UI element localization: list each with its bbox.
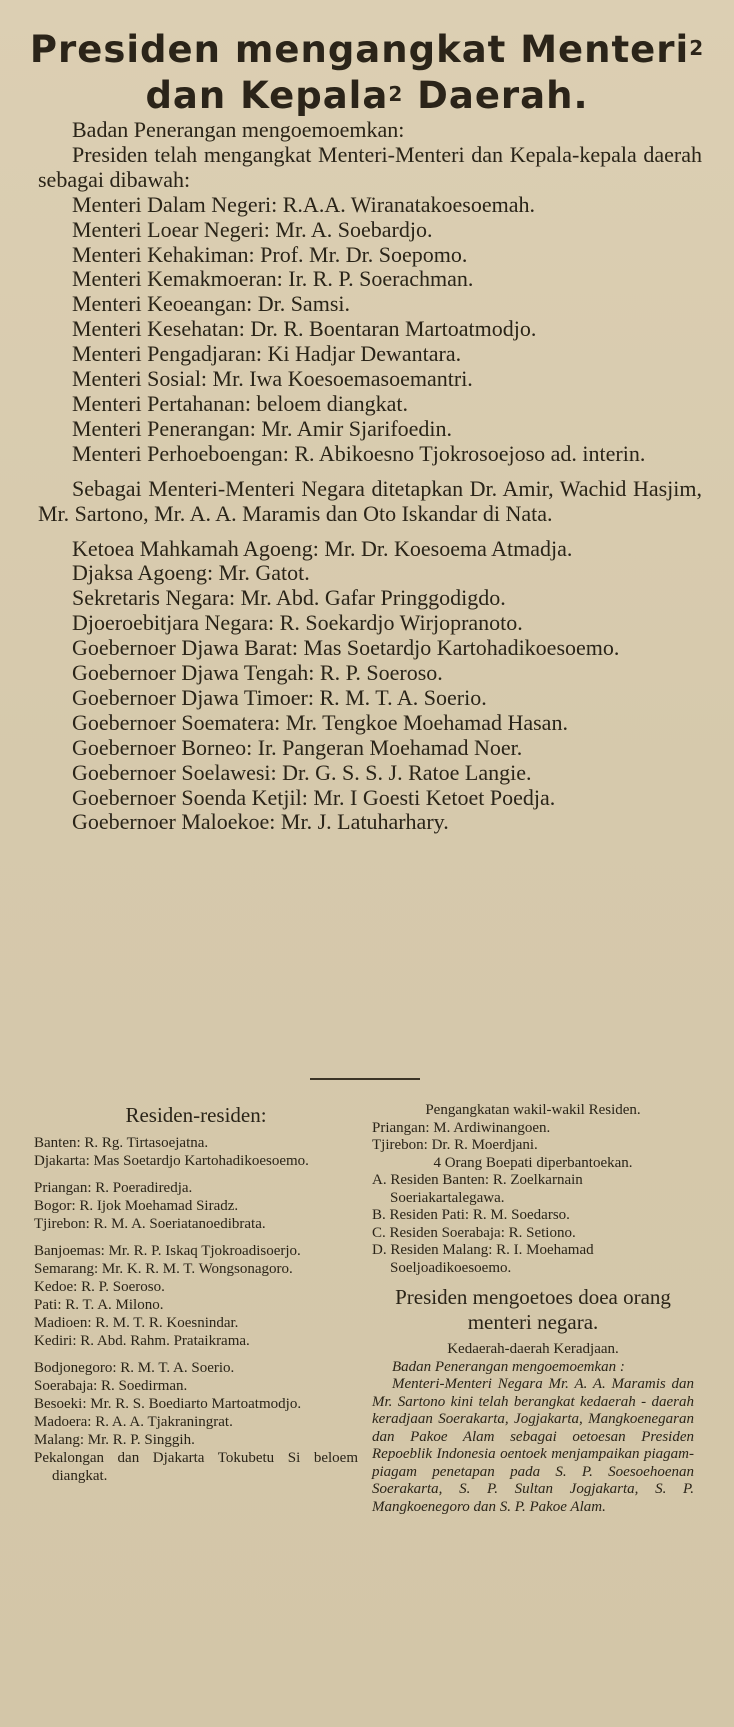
resident-entry: Kediri: R. Abd. Rahm. Prataikrama. — [34, 1333, 250, 1349]
minister-entry: Menteri Loear Negeri: Mr. A. Soebardjo. — [72, 216, 433, 242]
official-entry: Djaksa Agoeng: Mr. Gatot. — [72, 560, 310, 586]
spacer — [38, 527, 702, 537]
minister-entry: Menteri Sosial: Mr. Iwa Koesoemasoemantri. — [72, 366, 473, 392]
resident-entry: Semarang: Mr. K. R. M. T. Wongsonagoro. — [34, 1261, 293, 1277]
headline-text-1: Presiden mengangkat Menteri — [29, 28, 690, 71]
spacer — [34, 1350, 358, 1359]
regent-entry: A. Residen Banten: R. Zoelkarnain Soeriakartalegawa. — [372, 1172, 583, 1206]
minister-entry: Menteri Pertahanan: beloem diangkat. — [72, 390, 408, 416]
governor-entry: Goebernoer Soenda Ketjil: Mr. I Goesti Ketoet Poedja. — [72, 784, 556, 810]
minister-entry: Menteri Kemakmoeran: Ir. R. P. Soerachman. — [72, 266, 474, 292]
minister-entry: Menteri Kehakiman: Prof. Mr. Dr. Soepomo. — [72, 241, 468, 267]
minister-entry: Menteri Pengadjaran: Ki Hadjar Dewantara. — [72, 341, 462, 367]
resident-entry: Djakarta: Mas Soetardjo Kartohadikoesoemo. — [34, 1153, 309, 1169]
deputies-column — [372, 1102, 694, 1516]
headline-text-2a: dan Kepala — [145, 74, 389, 117]
minister-entry: Menteri Perhoeboengan: R. Abikoesno Tjokrosoejoso ad. interin. — [72, 440, 646, 466]
article-paragraph: Sebagai Menteri-Menteri Negara ditetapkan Dr. Amir, Wachid Hasjim, Mr. Sartono, Mr. A. A. Maramis dan Oto Iskandar di Nata. — [38, 475, 702, 526]
resident-entry: Madoera: R. A. A. Tjakraningrat. — [34, 1414, 233, 1430]
deputies-heading: Pengangkatan wakil-wakil Residen. — [425, 1102, 641, 1118]
regents-heading: 4 Orang Boepati diperbantoekan. — [433, 1154, 633, 1171]
resident-entry: Malang: Mr. R. P. Singgih. — [34, 1432, 195, 1448]
resident-entry: Kedoe: R. P. Soeroso. — [34, 1279, 165, 1295]
resident-entry: Tjirebon: R. M. A. Soeriatanoedibrata. — [34, 1216, 266, 1232]
governor-entry: Goebernoer Soelawesi: Dr. G. S. S. J. Ratoe Langie. — [72, 759, 532, 785]
headline-text-2b: Daerah. — [403, 74, 589, 117]
second-article-body: Menteri-Menteri Negara Mr. A. A. Maramis dan Mr. Sartono kini telah berangkat kedaerah - daerah keradjaan Soerakarta, Jogjakarta, Mangkoenegaran dan Pakoe Alam sebagai oetoesan Presiden Repoeblik Indonesia oentoek menjampaikan piagam-piagam penetapan pada S. P. Soesoehoenan Soerakarta, S. P. Sultan Jogjakarta, S. P. Mangkoenegoro dan S. P. Pakoe Alam. — [372, 1376, 694, 1515]
section-divider — [310, 1078, 420, 1080]
governor-entry: Goebernoer Maloekoe: Mr. J. Latuharhary. — [72, 809, 449, 835]
resident-entry: Madioen: R. M. T. R. Koesnindar. — [34, 1315, 239, 1331]
deputy-entry: Priangan: M. Ardiwinangoen. — [372, 1119, 551, 1136]
governor-entry: Goebernoer Djawa Barat: Mas Soetardjo Kartohadikoesoemo. — [72, 635, 620, 661]
official-entry: Djoeroebitjara Negara: R. Soekardjo Wirjopranoto. — [72, 610, 523, 636]
resident-entry: Bodjonegoro: R. M. T. A. Soerio. — [34, 1360, 235, 1376]
deputy-entry: Tjirebon: Dr. R. Moerdjani. — [372, 1137, 538, 1153]
regent-entry: D. Residen Malang: R. I. Moehamad Soeljoadikoesoemo. — [372, 1242, 594, 1276]
resident-entry: Besoeki: Mr. R. S. Boediarto Martoatmodjo. — [34, 1396, 302, 1412]
regent-entry: B. Residen Pati: R. M. Soedarso. — [372, 1207, 570, 1223]
regent-entry: C. Residen Soerabaja: R. Setiono. — [372, 1224, 576, 1241]
resident-entry: Bogor: R. Ijok Moehamad Siradz. — [34, 1198, 239, 1214]
second-article-lead: Badan Penerangan mengoemoemkan : — [392, 1358, 625, 1375]
official-entry: Sekretaris Negara: Mr. Abd. Gafar Pringgodigdo. — [72, 585, 506, 611]
second-article-title: Presiden mengoetoes doea orang menteri negara. — [395, 1285, 671, 1334]
resident-entry: Soerabaja: R. Soedirman. — [34, 1378, 188, 1394]
residents-column — [34, 1102, 358, 1485]
spacer — [34, 1170, 358, 1179]
second-article-dateline: Kedaerah-daerah Keradjaan. — [447, 1341, 619, 1357]
spacer — [34, 1233, 358, 1242]
main-article — [38, 118, 702, 835]
resident-entry: Pekalongan dan Djakarta Tokubetu Si beloem diangkat. — [34, 1450, 358, 1484]
residents-heading: Residen-residen: — [125, 1103, 267, 1127]
resident-entry: Banten: R. Rg. Tirtasoejatna. — [34, 1135, 209, 1151]
article-paragraph: Presiden telah mengangkat Menteri-Menteri dan Kepala-kepala daerah sebagai dibawah: — [38, 141, 702, 192]
governor-entry: Goebernoer Djawa Timoer: R. M. T. A. Soerio. — [72, 684, 487, 710]
official-entry: Ketoea Mahkamah Agoeng: Mr. Dr. Koesoema Atmadja. — [72, 535, 573, 561]
minister-entry: Menteri Penerangan: Mr. Amir Sjarifoedin. — [72, 415, 453, 441]
headline-line-1 — [0, 28, 734, 72]
governor-entry: Goebernoer Soematera: Mr. Tengkoe Moehamad Hasan. — [72, 709, 568, 735]
resident-entry: Pati: R. T. A. Milono. — [34, 1297, 164, 1313]
minister-entry: Menteri Dalam Negeri: R.A.A. Wiranatakoesoemah. — [72, 191, 535, 217]
headline-superscript-1: 2 — [689, 36, 705, 60]
headline-line-2 — [0, 74, 734, 118]
article-paragraph: Badan Penerangan mengoemoemkan: — [72, 117, 405, 142]
headline-superscript-2: 2 — [388, 82, 404, 106]
minister-entry: Menteri Keoeangan: Dr. Samsi. — [72, 291, 350, 317]
resident-entry: Banjoemas: Mr. R. P. Iskaq Tjokroadisoerjo. — [34, 1243, 301, 1259]
resident-entry: Priangan: R. Poeradiredja. — [34, 1180, 193, 1196]
governor-entry: Goebernoer Borneo: Ir. Pangeran Moehamad Noer. — [72, 734, 523, 760]
minister-entry: Menteri Kesehatan: Dr. R. Boentaran Martoatmodjo. — [72, 316, 537, 342]
governor-entry: Goebernoer Djawa Tengah: R. P. Soeroso. — [72, 660, 443, 686]
